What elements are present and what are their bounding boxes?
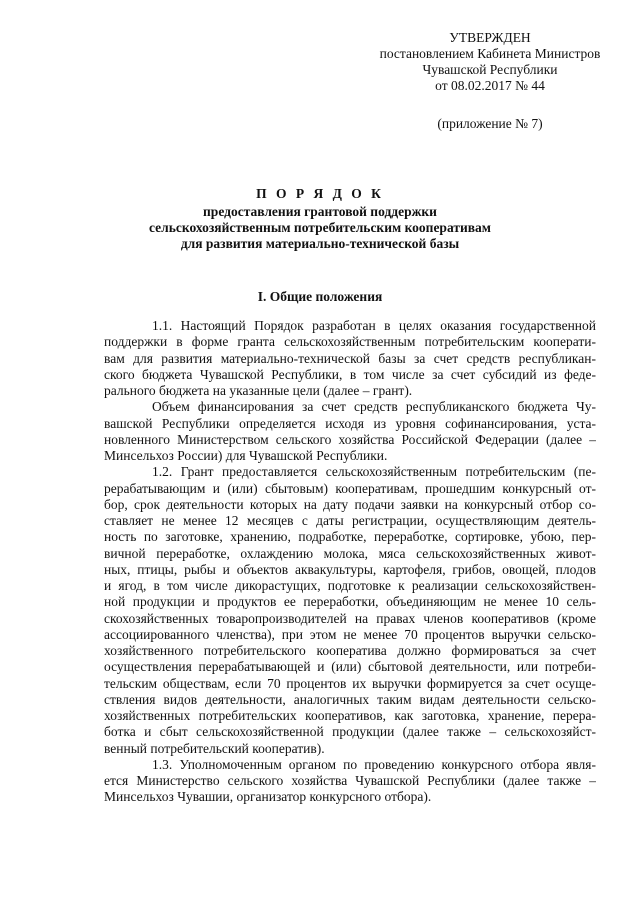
paragraph-line: ется Министерство сельского хозяйства Чувашской Республики (далее также – [104, 773, 596, 788]
approval-line: Чувашской Республики [422, 62, 558, 77]
paragraph-line: Минсельхоз России) для Чувашской Республики. [104, 448, 388, 463]
paragraph-line: осуществления перерабатывающей и (или) сбытовой деятельности, или потреби- [104, 659, 596, 675]
approval-line: от 08.02.2017 № 44 [435, 78, 545, 93]
paragraph-line: ных, птицы, рыбы и объектов аквакультуры, картофеля, грибов, овощей, плодов [104, 561, 596, 577]
title-heading: П О Р Я Д О К [256, 186, 384, 201]
paragraph-line: 1.1. Настоящий Порядок разработан в целях оказания государственной [152, 318, 596, 333]
paragraph [104, 399, 596, 464]
paragraph-line: ствления видов деятельности, аналогичных таким видам деятельности сельско- [104, 691, 596, 707]
approval-line: УТВЕРЖДЕН [449, 30, 531, 45]
document-body [104, 318, 596, 806]
paragraph-line: ассоциированного членства), при этом не менее 70 процентов выручки сельско- [104, 626, 596, 642]
document-title [100, 186, 540, 252]
appendix-note: (приложение № 7) [437, 116, 543, 131]
paragraph [104, 464, 596, 757]
paragraph-line: ботка и сбыт сельскохозяйственной продукции (далее также – сельскохозяйст- [104, 724, 596, 740]
paragraph-line: 1.2. Грант предоставляется сельскохозяйственным потребительским (пе- [152, 464, 596, 480]
title-line: предоставления грантовой поддержки [203, 204, 437, 219]
paragraph-line: Объем финансирования за счет средств республиканского бюджета Чу- [152, 399, 596, 415]
approval-stamp [340, 30, 640, 132]
paragraph-line: вашской Республики определяется исходя из уровня софинансирования, уста- [104, 415, 596, 431]
paragraph-line: скохозяйственных товаропроизводителей на правах членов кооперативов (кроме [104, 610, 596, 626]
paragraph-line: вичной переработке, охлаждению молока, мяса сельскохозяйственных живот- [104, 545, 596, 561]
paragraph [104, 757, 596, 806]
approval-line: постановлением Кабинета Министров [379, 46, 601, 61]
paragraph-line: новленного Министерством сельского хозяйства Российской Федерации (далее – [104, 431, 596, 447]
paragraph-line: ность по заготовке, хранению, подработке, переработке, сортировке, убою, пер- [104, 529, 596, 545]
paragraph-line: ной продукции и продуктов ее переработки, объединяющим не менее 10 сель- [104, 594, 596, 610]
paragraph-line: венный потребительский кооператив). [104, 740, 325, 756]
paragraph-line: бор, срок деятельности которых на дату подачи заявки на конкурсный отбор со- [104, 496, 596, 512]
title-line: сельскохозяйственным потребительским кооперативам [149, 220, 491, 235]
title-line: для развития материально-технической базы [180, 236, 460, 251]
paragraph-line: тельским обществам, если 70 процентов их выручки формируется за счет осуще- [104, 675, 596, 691]
paragraph-line: ского бюджета Чувашской Республики, в том числе за счет субсидий из феде- [104, 366, 596, 382]
paragraph-line: 1.3. Уполномоченным органом по проведению конкурсного отбора явля- [152, 756, 596, 772]
paragraph [104, 318, 596, 399]
section-heading: I. Общие положения [257, 289, 383, 304]
paragraph-line: хозяйственных потребительских кооперативов, как заготовка, хранение, перера- [104, 708, 596, 723]
paragraph-line: Минсельхоз Чувашии, организатор конкурсного отбора). [104, 789, 432, 805]
paragraph-line: хозяйственного потребительского кооператива должно формироваться за счет [104, 643, 596, 658]
paragraph-line: рерабатывающим и (или) сбытовым) кооперативам, прошедшим конкурсный от- [104, 480, 596, 496]
paragraph-line: поддержки в форме гранта сельскохозяйственным потребительским кооперати- [104, 334, 596, 350]
paragraph-line: ставляет не менее 12 месяцев с даты регистрации, осуществляющим деятель- [104, 513, 596, 528]
paragraph-line: и ягод, в том числе дикорастущих, подготовке к реализации сельскохозяйствен- [104, 578, 596, 593]
paragraph-line: вам для развития материально-технической базы за счет средств республикан- [104, 350, 596, 366]
paragraph-line: рального бюджета на указанные цели (далее – грант). [104, 383, 413, 398]
